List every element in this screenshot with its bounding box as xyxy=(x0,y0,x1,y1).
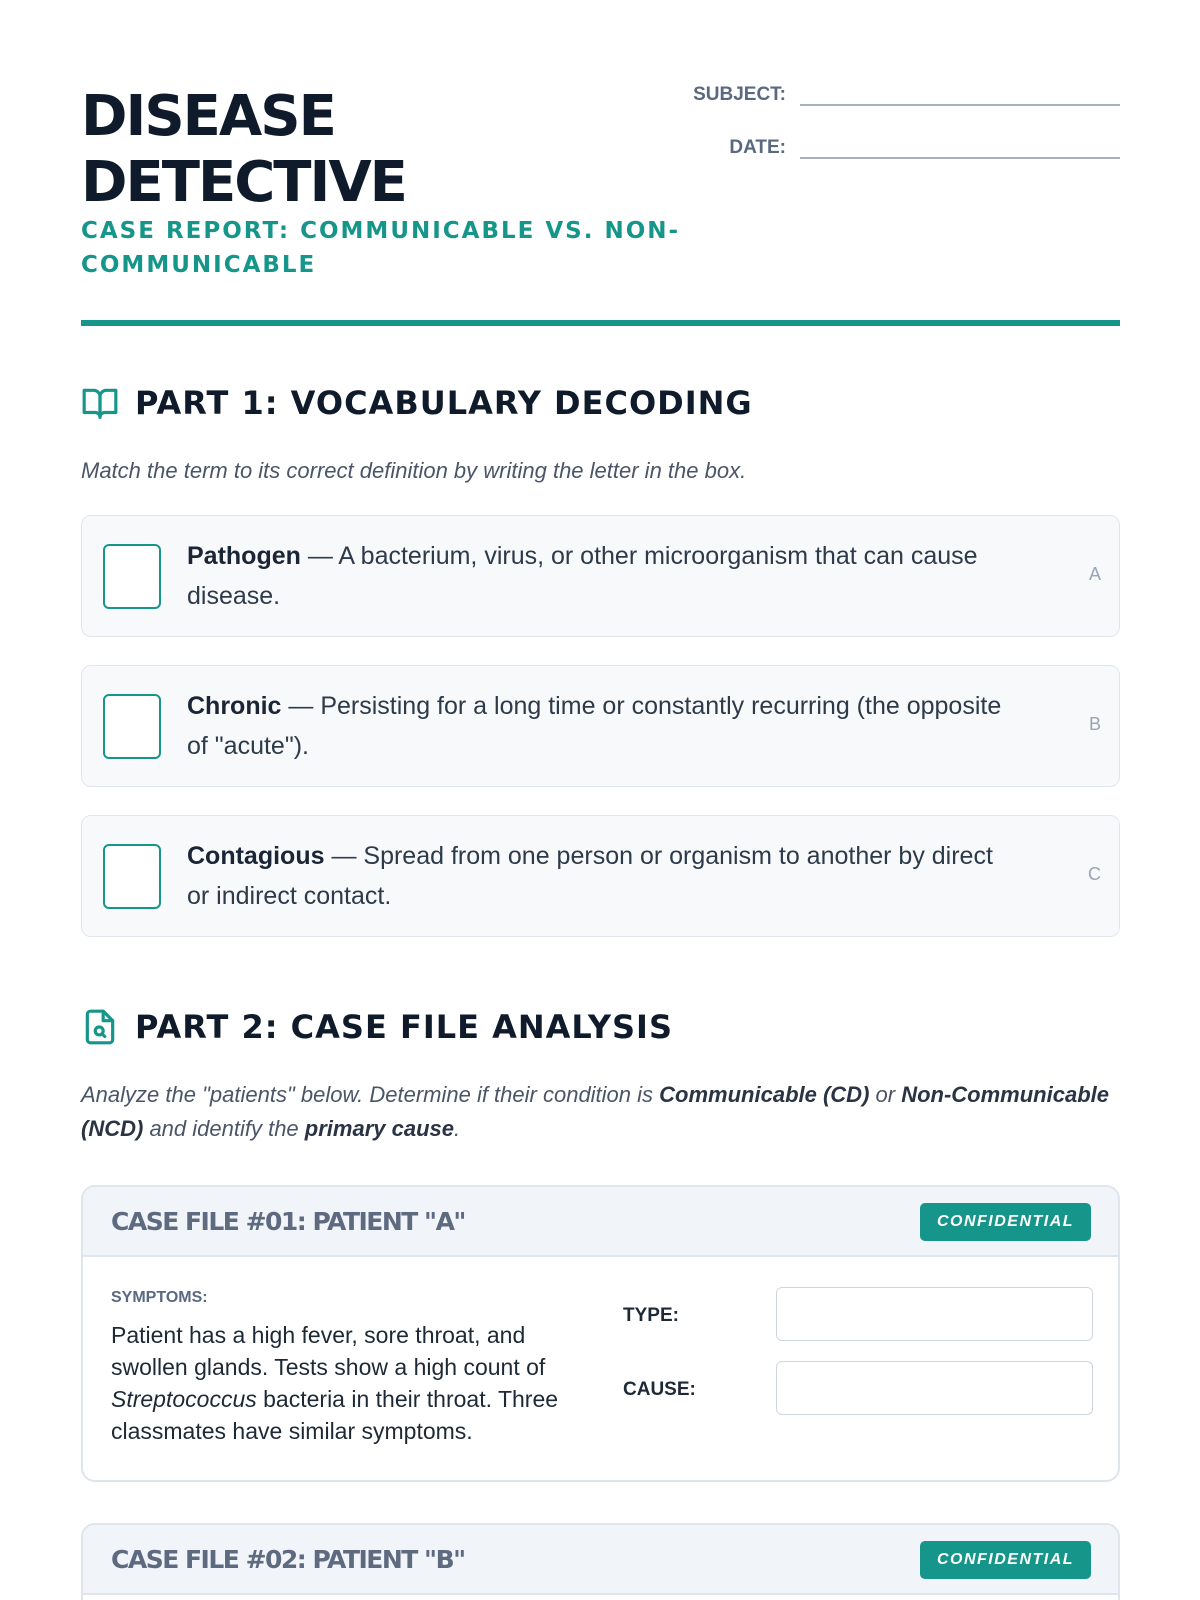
case-file-title: CASE FILE #01: PATIENT "A" xyxy=(111,1207,465,1236)
vocab-letter: B xyxy=(1088,714,1101,734)
subject-label: SUBJECT: xyxy=(693,84,786,105)
title-line-2: DETECTIVE xyxy=(81,150,406,215)
vocab-definition-text: — Spread from one person or organism to another by direct or indirect contact. xyxy=(187,842,993,910)
vocab-definition xyxy=(187,536,1017,616)
case-file-header xyxy=(83,1187,1118,1257)
cause-input[interactable] xyxy=(776,1361,1093,1415)
instr-text: Analyze the "patients" below. Determine if their condition is xyxy=(81,1082,660,1107)
subject-line[interactable] xyxy=(800,84,1120,106)
vocab-definition xyxy=(187,836,1017,916)
instr-text: or xyxy=(869,1082,902,1107)
book-open-icon xyxy=(81,384,119,422)
vocab-letter: A xyxy=(1088,564,1101,584)
worksheet-subtitle: CASE REPORT: COMMUNICABLE VS. NON-COMMUNICABLE xyxy=(81,218,681,278)
file-search-icon xyxy=(81,1008,119,1046)
vocab-definition xyxy=(187,686,1017,766)
date-line[interactable] xyxy=(800,137,1120,159)
vocab-letter: C xyxy=(1088,864,1101,884)
vocab-item xyxy=(81,815,1120,937)
vocab-item xyxy=(81,665,1120,787)
answer-box[interactable] xyxy=(103,694,161,759)
confidential-badge: CONFIDENTIAL xyxy=(920,1203,1091,1241)
case-file-card xyxy=(81,1185,1120,1482)
part2-title: PART 2: CASE FILE ANALYSIS xyxy=(135,1008,673,1046)
case-file-header xyxy=(83,1525,1118,1595)
instr-cd: Communicable (CD) xyxy=(659,1082,870,1107)
title-line-1: DISEASE xyxy=(81,84,335,149)
vocab-term: Contagious xyxy=(187,842,325,870)
header-divider xyxy=(81,320,1120,326)
cause-label: CAUSE: xyxy=(623,1379,696,1400)
instr-ncd: Non-Communicable (NCD) xyxy=(81,1082,1109,1141)
symptoms-label: SYMPTOMS: xyxy=(111,1289,208,1306)
worksheet-title xyxy=(81,84,641,216)
worksheet-header xyxy=(81,0,1120,330)
worksheet-page xyxy=(81,0,1120,1574)
subject-field-row xyxy=(670,84,1120,106)
instr-text: . xyxy=(453,1116,461,1141)
date-field-row xyxy=(670,137,1120,159)
answer-box[interactable] xyxy=(103,844,161,909)
part2-instructions xyxy=(81,1078,1120,1146)
vocab-definition-text: — A bacterium, virus, or other microorganism that can cause disease. xyxy=(187,542,978,610)
symptoms-organism: Streptococcus xyxy=(111,1386,257,1412)
case-file-body xyxy=(83,1257,1118,1481)
type-label: TYPE: xyxy=(623,1305,679,1326)
symptoms-part: bacteria in their throat. Three classmates have similar symptoms. xyxy=(111,1386,559,1444)
part1-heading xyxy=(81,384,753,422)
case-file-card xyxy=(81,1523,1120,1600)
part2-heading xyxy=(81,1008,673,1046)
symptoms-part: Patient has a high fever, sore throat, and swollen glands. Tests show a high count of xyxy=(111,1322,546,1380)
case-file-title: CASE FILE #02: PATIENT "B" xyxy=(111,1545,465,1574)
vocab-term: Pathogen xyxy=(187,542,301,570)
vocab-definition-text: — Persisting for a long time or constantly recurring (the opposite of "acute"). xyxy=(187,692,1002,760)
symptoms-text xyxy=(111,1319,581,1447)
vocab-term: Chronic xyxy=(187,692,282,720)
part1-title: PART 1: VOCABULARY DECODING xyxy=(135,384,753,422)
type-input[interactable] xyxy=(776,1287,1093,1341)
instr-text: and identify the xyxy=(143,1116,305,1141)
date-label: DATE: xyxy=(729,137,786,158)
instr-primary-cause: primary cause xyxy=(304,1116,454,1141)
vocab-item xyxy=(81,515,1120,637)
part1-instructions: Match the term to its correct definition by writing the letter in the box. xyxy=(81,458,747,483)
confidential-badge: CONFIDENTIAL xyxy=(920,1541,1091,1579)
answer-box[interactable] xyxy=(103,544,161,609)
